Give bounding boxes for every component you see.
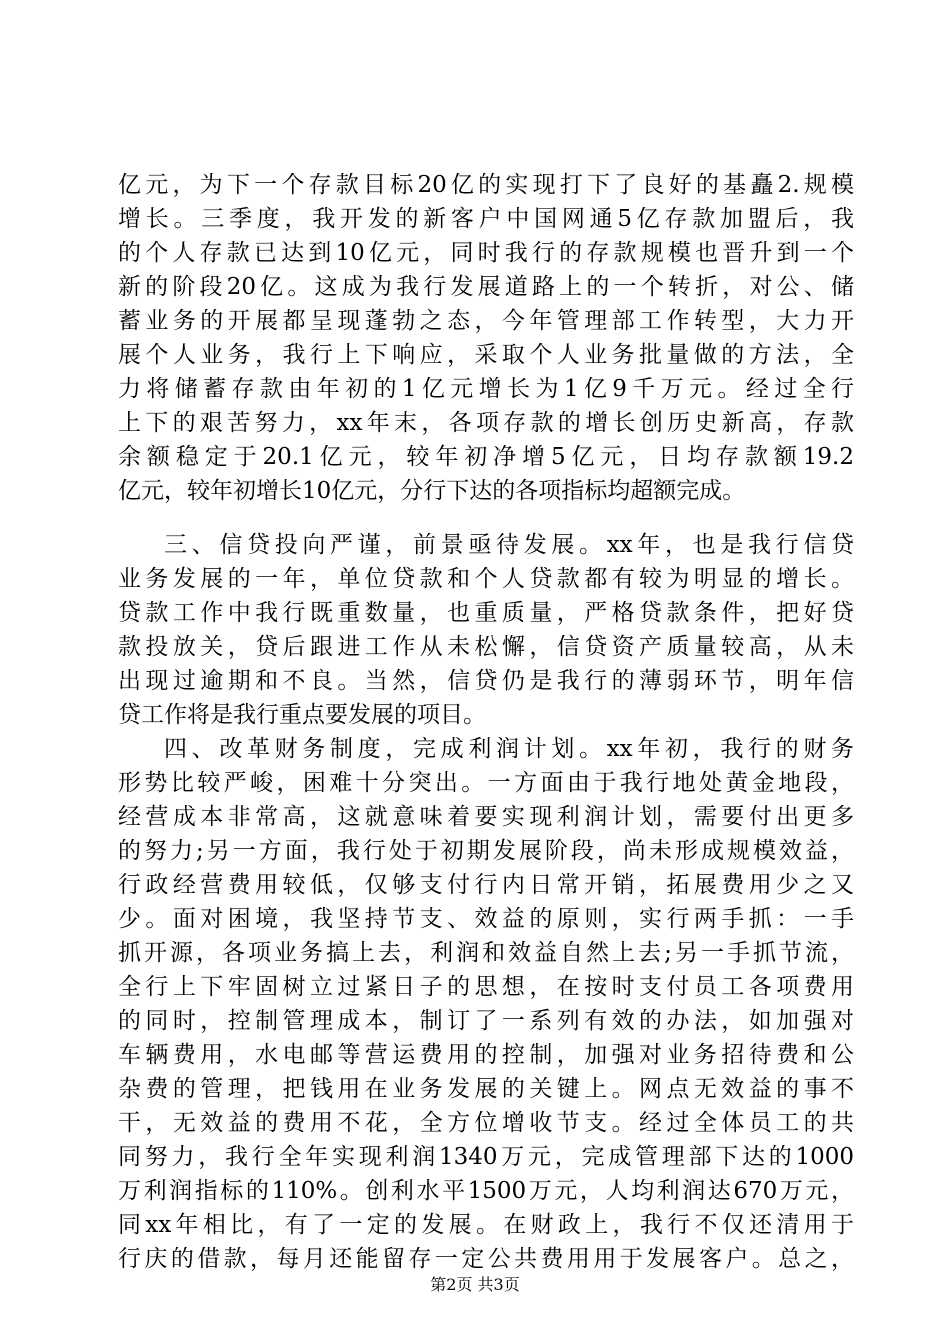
text-line: 经营成本非常高，这就意味着要实现利润计划，需要付出更多	[118, 804, 854, 830]
text-line: 同xx年相比，有了一定的发展。在财政上，我行不仅还清用于	[118, 1212, 854, 1238]
text-line: 力将储蓄存款由年初的1亿元增长为1亿9千万元。经过全行	[118, 376, 854, 402]
text-line: 款投放关，贷后跟进工作从未松懈，信贷资产质量较高，从未	[118, 634, 854, 660]
text-line: 同努力，我行全年实现利润1340万元，完成管理部下达的1000	[118, 1144, 854, 1170]
text-line: 蓄业务的开展都呈现蓬勃之态，今年管理部工作转型，大力开	[118, 308, 854, 334]
text-line: 三、信贷投向严谨，前景亟待发展。xx年，也是我行信贷	[164, 532, 854, 558]
text-line: 的个人存款已达到10亿元，同时我行的存款规模也晋升到一个	[118, 240, 854, 266]
text-line: 新的阶段20亿。这成为我行发展道路上的一个转折，对公、储	[118, 274, 854, 300]
text-line: 贷工作将是我行重点要发展的项目。	[118, 702, 486, 728]
text-line: 亿元，较年初增长10亿元，分行下达的各项指标均超额完成。	[118, 478, 746, 504]
text-line: 少。面对困境，我坚持节支、效益的原则，实行两手抓：一手	[118, 906, 854, 932]
text-line: 的努力;另一方面，我行处于初期发展阶段，尚未形成规模效益，	[118, 838, 854, 864]
text-line: 四、改革财务制度，完成利润计划。xx年初，我行的财务	[164, 736, 854, 762]
text-line: 全行上下牢固树立过紧日子的思想，在按时支付员工各项费用	[118, 974, 854, 1000]
text-line: 增长。三季度，我开发的新客户中国网通5亿存款加盟后，我	[118, 206, 854, 232]
text-line: 上下的艰苦努力，xx年末，各项存款的增长创历史新高，存款	[118, 410, 854, 436]
text-line: 贷款工作中我行既重数量，也重质量，严格贷款条件，把好贷	[118, 600, 854, 626]
text-line: 抓开源，各项业务搞上去，利润和效益自然上去;另一手抓节流，	[118, 940, 854, 966]
text-line: 出现过逾期和不良。当然，信贷仍是我行的薄弱环节，明年信	[118, 668, 854, 694]
text-line: 的同时，控制管理成本，制订了一系列有效的办法，如加强对	[118, 1008, 854, 1034]
page-footer: 第2页 共3页	[430, 1275, 520, 1294]
text-line: 业务发展的一年，单位贷款和个人贷款都有较为明显的增长。	[118, 566, 854, 592]
text-line: 展个人业务，我行上下响应，采取个人业务批量做的方法，全	[118, 342, 854, 368]
text-line: 余额稳定于20.1亿元，较年初净增5亿元，日均存款额19.2	[118, 444, 854, 470]
text-line: 行政经营费用较低，仅够支付行内日常开销，拓展费用少之又	[118, 872, 854, 898]
text-line: 形势比较严峻，困难十分突出。一方面由于我行地处黄金地段，	[118, 770, 854, 796]
text-line: 车辆费用，水电邮等营运费用的控制，加强对业务招待费和公	[118, 1042, 854, 1068]
text-line: 杂费的管理，把钱用在业务发展的关键上。网点无效益的事不	[118, 1076, 854, 1102]
text-line: 万利润指标的110%。创利水平1500万元，人均利润达670万元，	[118, 1178, 854, 1204]
text-line: 干，无效益的费用不花，全方位增收节支。经过全体员工的共	[118, 1110, 854, 1136]
text-line: 亿元，为下一个存款目标20亿的实现打下了良好的基矗2.规模	[118, 172, 854, 198]
text-line: 行庆的借款，每月还能留存一定公共费用用于发展客户。总之，	[118, 1246, 854, 1272]
